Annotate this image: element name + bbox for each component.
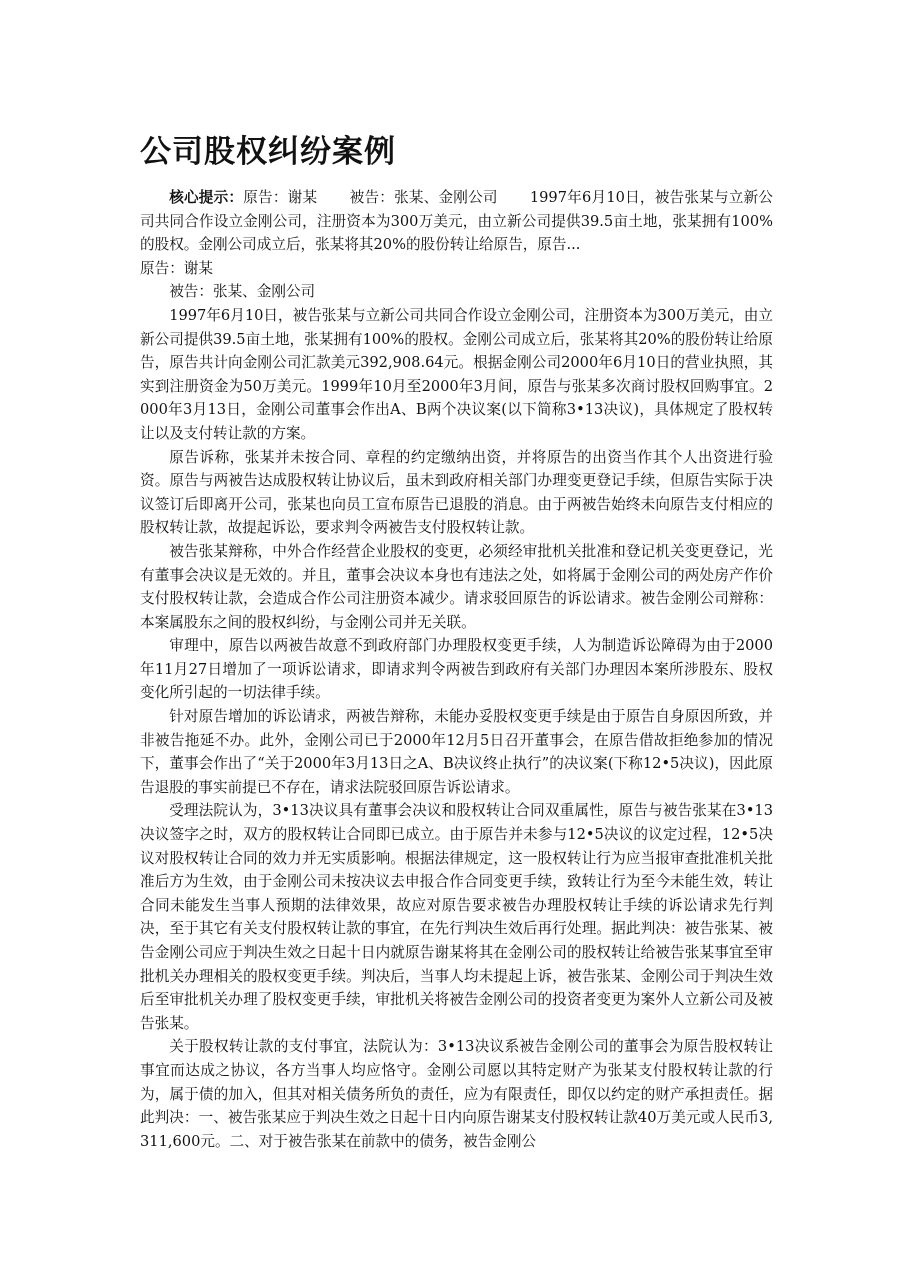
document-page	[140, 128, 773, 1153]
plaintiff-line: 原告：谢某	[140, 259, 213, 277]
body-paragraph-2: 原告诉称，张某并未按合同、章程的约定缴纳出资，并将原告的出资当作其个人出资进行验资。原告与两被告达成股权转让协议后，虽未到政府相关部门办理变更登记手续，但原告实际于决议签订后即离开公司，张某也向员工宣布原告已退股的消息。由于两被告始终未向原告支付相应的股权转让款，故提起诉讼，要求判令两被告支付股权转让款。	[140, 448, 773, 537]
document-title: 公司股权纠纷案例	[140, 134, 396, 170]
body-paragraph-1: 1997年6月10日，被告张某与立新公司共同合作设立金刚公司，注册资本为300万美元，由立新公司提供39.5亩土地，张某拥有100%的股权。金刚公司成立后，张某将其20%的股份转让给原告，原告共计向金刚公司汇款美元392,908.64元。根据金刚公司2000年6月10日的营业执照，其实到注册资金为50万美元。1999年10月至2000年3月间，原告与张某多次商讨股权回购事宜。2000年3月13日，金刚公司董事会作出A、B两个决议案(以下简称3•13决议)，具体规定了股权转让以及支付转让款的方案。	[140, 306, 773, 442]
body-paragraph-6: 受理法院认为，3•13决议具有董事会决议和股权转让合同双重属性，原告与被告张某在3•13决议签字之时，双方的股权转让合同即已成立。由于原告并未参与12•5决议的议定过程，12•5决议对股权转让合同的效力并无实质影响。根据法律规定，这一股权转让行为应当报审查批准机关批准后方为生效，由于金刚公司未按决议去申报合作合同变更手续，致转让行为至今未能生效，转让合同未能发生当事人预期的法律效果，故应对原告要求被告办理股权转让手续的诉讼请求先行判决，至于其它有关支付股权转让款的事宜，在先行判决生效后再行处理。据此判决：被告张某、被告金刚公司应于判决生效之日起十日内就原告谢某将其在金刚公司的股权转让给被告张某事宜至审批机关办理相关的股权变更手续。判决后，当事人均未提起上诉，被告张某、金刚公司于判决生效后至审批机关办理了股权变更手续，审批机关将被告金刚公司的投资者变更为案外人立新公司及被告张某。	[140, 802, 773, 1032]
summary-defendant: 被告：张某、金刚公司	[349, 189, 498, 206]
summary-plaintiff: 原告：谢某	[243, 189, 318, 206]
body-paragraph-3: 被告张某辩称，中外合作经营企业股权的变更，必须经审批机关批准和登记机关变更登记，光有董事会决议是无效的。并且，董事会决议本身也有违法之处，如将属于金刚公司的两处房产作价支付股权转让款，会造成合作公司注册资本减少。请求驳回原告的诉讼请求。被告金刚公司辩称：本案属股东之间的股权纠纷，与金刚公司并无关联。	[140, 542, 773, 631]
defendant-line: 被告：张某、金刚公司	[169, 283, 316, 301]
summary-label: 核心提示：	[169, 189, 244, 206]
summary-paragraph	[140, 186, 773, 257]
body-paragraph-7: 关于股权转让款的支付事宜，法院认为：3•13决议系被告金刚公司的董事会为原告股权转让事宜而达成之协议，各方当事人均应恪守。金刚公司愿以其特定财产为张某支付股权转让款的行为，属于债的加入，但其对相关债务所负的责任，应为有限责任，即仅以约定的财产承担责任。据此判决：一、被告张某应于判决生效之日起十日内向原告谢某支付股权转让款40万美元或人民币3,311,600元。二、对于被告张某在前款中的债务，被告金刚公	[140, 1038, 773, 1150]
body-paragraph-5: 针对原告增加的诉讼请求，两被告辩称，未能办妥股权变更手续是由于原告自身原因所致，并非被告拖延不办。此外，金刚公司已于2000年12月5日召开董事会，在原告借故拒绝参加的情况下，董事会作出了“关于2000年3月13日之A、B决议终止执行”的决议案(下称12•5决议)，因此原告退股的事实前提已不存在，请求法院驳回原告诉讼请求。	[140, 708, 773, 796]
body-paragraph-4: 审理中，原告以两被告故意不到政府部门办理股权变更手续，人为制造诉讼障碍为由于2000年11月27日增加了一项诉讼请求，即请求判令两被告到政府有关部门办理因本案所涉股东、股权变化所引起的一切法律手续。	[140, 637, 773, 702]
summary-text: 1997年6月10日，被告张某与立新公司共同合作设立金刚公司，注册资本为300万美元，由立新公司提供39.5亩土地，张某拥有100%的股权。金刚公司成立后，张某将其20%的股份转让给原告，原告...	[140, 189, 773, 254]
